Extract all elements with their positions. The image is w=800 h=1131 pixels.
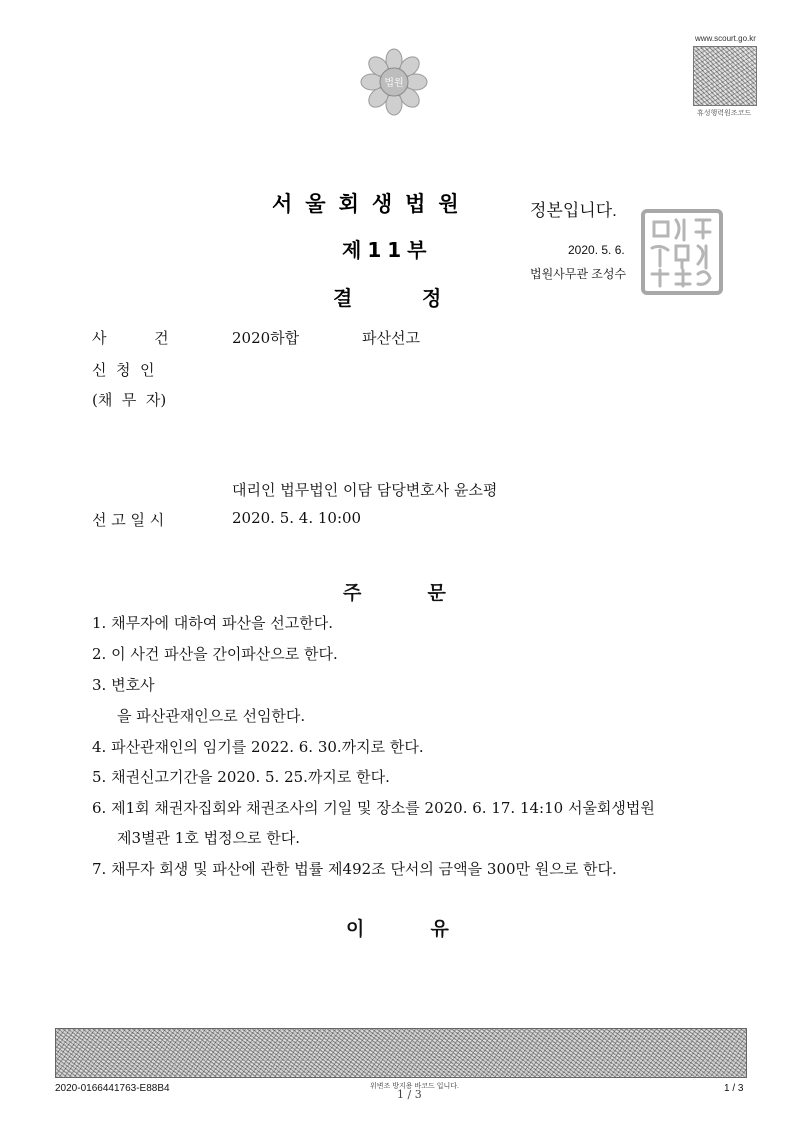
reason-heading: 이 유 (346, 918, 449, 940)
case-number: 2020하합 (232, 329, 300, 347)
order-item: 2. 이 사건 파산을 간이파산으로 한다. (92, 645, 338, 663)
decision-title: 결 정 (333, 286, 442, 310)
verification-url: www.scourt.go.kr (695, 34, 756, 43)
page-number-center: 1 / 3 (397, 1088, 422, 1101)
division-title: 제11부 (342, 238, 433, 262)
attorney-line: 대리인 법무법인 이담 담당변호사 윤소평 (232, 481, 498, 499)
certified-copy-clerk: 법원사무관 조성수 (530, 267, 627, 281)
verification-code-caption: 휴성행력원조코드 (697, 110, 752, 117)
barcode-note: 위변조 방지용 바코드 입니다. (370, 1083, 459, 1090)
order-item: 3. 변호사 (92, 676, 155, 694)
case-label: 사 건 (92, 329, 169, 347)
emblem-text: 법원 (384, 78, 404, 89)
order-item: 6. 제1회 채권자집회와 채권조사의 기일 및 장소를 2020. 6. 17. 14:10 서울회생법원 (92, 799, 655, 817)
pronouncement-date-value: 2020. 5. 4. 10:00 (232, 509, 362, 527)
document-number: 2020-0166441763-E88B4 (55, 1083, 170, 1094)
applicant-label: 신 청 인 (92, 361, 155, 379)
official-seal-stamp (640, 208, 724, 296)
certified-copy-date: 2020. 5. 6. (568, 243, 625, 257)
anti-forgery-barcode (55, 1028, 747, 1078)
pronouncement-date-label: 선 고 일 시 (92, 511, 165, 529)
debtor-label: (채 무 자) (92, 391, 167, 409)
certified-copy-text: 정본입니다. (530, 201, 617, 220)
court-name: 서울회생법원 (272, 192, 472, 216)
court-emblem-icon (358, 46, 430, 118)
order-item-continuation: 을 파산관재인으로 선임한다. (117, 707, 306, 725)
verification-code-image (693, 46, 757, 106)
order-heading: 주 문 (343, 582, 446, 604)
order-item: 4. 파산관재인의 임기를 2022. 6. 30.까지로 한다. (92, 738, 424, 756)
order-item: 7. 채무자 회생 및 파산에 관한 법률 제492조 단서의 금액을 300만 원으로 한다. (92, 860, 617, 878)
order-item-continuation: 제3별관 1호 법정으로 한다. (117, 829, 301, 847)
order-item: 1. 채무자에 대하여 파산을 선고한다. (92, 614, 334, 632)
case-type: 파산선고 (362, 329, 420, 347)
order-item: 5. 채권신고기간을 2020. 5. 25.까지로 한다. (92, 768, 390, 786)
page-number: 1 / 3 (724, 1083, 744, 1094)
